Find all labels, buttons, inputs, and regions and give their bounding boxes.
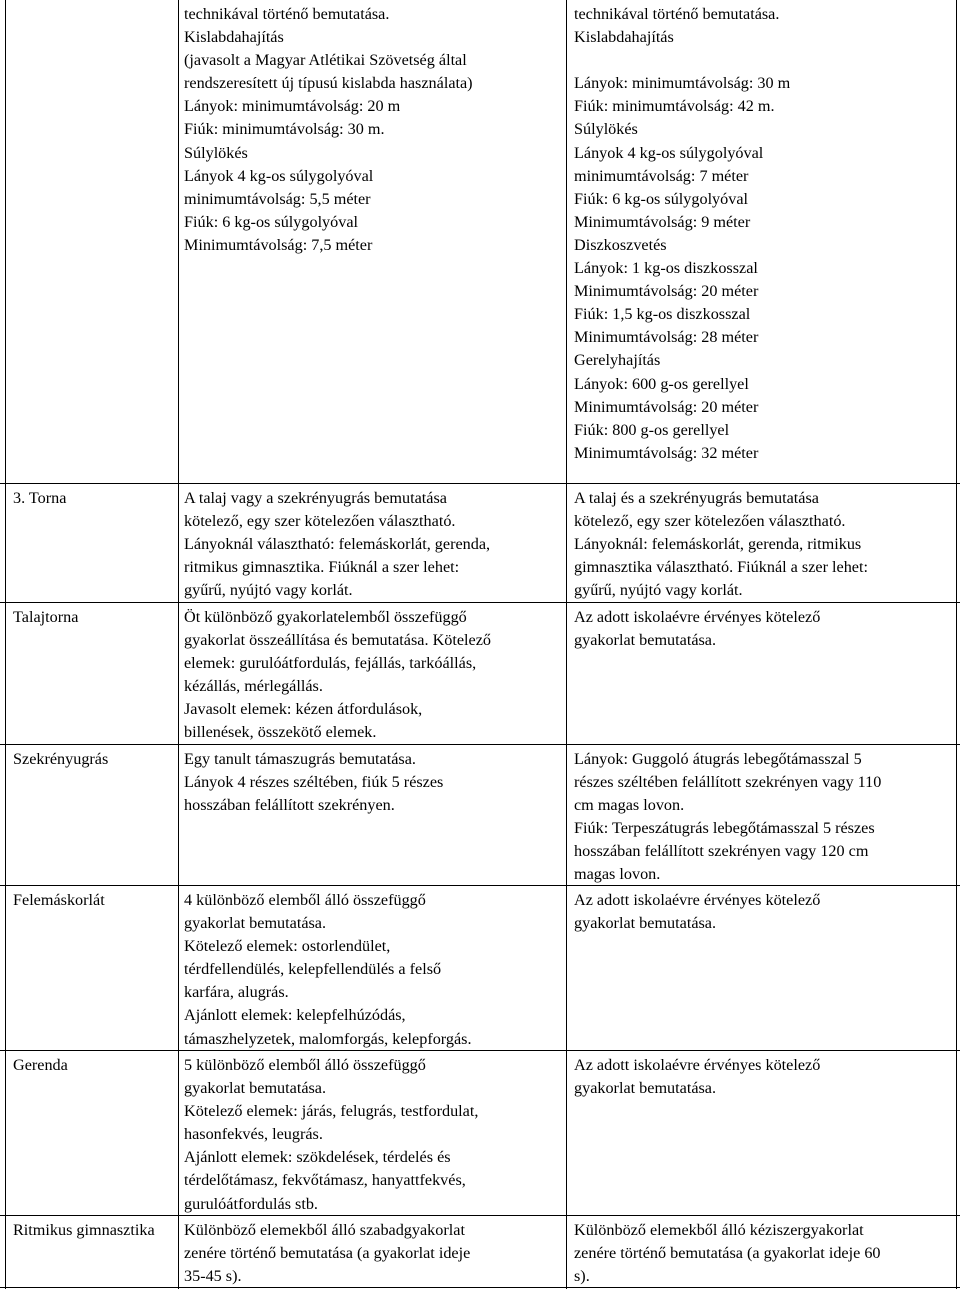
row-szekrenyugras-label <box>13 748 108 771</box>
cell-line: Lányok 4 kg-os súlygolyóval <box>574 143 764 162</box>
cell-line: Fiúk: 1,5 kg-os diszkosszal <box>574 305 751 324</box>
cell-line: 35-45 s). <box>184 1267 242 1286</box>
cell-line: hosszában felállított szekrényen. <box>184 796 395 815</box>
row-label-line: 3. Torna <box>13 489 67 507</box>
cell-line: Lányok: 600 g-os gerellyel <box>574 374 749 393</box>
column-divider-2 <box>566 0 567 1289</box>
cell-line: zenére történő bemutatása (a gyakorlat ideje <box>184 1244 471 1263</box>
row-felemaskorlat-middle <box>184 889 472 1051</box>
cell-line: Lányok: minimumtávolság: 30 m <box>574 74 791 93</box>
cell-line: Az adott iskolaévre érvényes kötelező <box>574 608 821 626</box>
cell-line: Fiúk: minimumtávolság: 42 m. <box>574 97 775 116</box>
cell-line: gyakorlat bemutatása. <box>574 914 717 933</box>
table-border-left <box>5 0 6 1289</box>
cell-line: Javasolt elemek: kézen átfordulások, <box>184 700 423 719</box>
cell-line: zenére történő bemutatása (a gyakorlat ideje 60 <box>574 1244 881 1263</box>
cell-line: gyűrű, nyújtó vagy korlát. <box>574 581 743 600</box>
cell-line: Minimumtávolság: 28 méter <box>574 328 759 347</box>
cell-line: kötelező, egy szer kötelezően választható. <box>574 512 846 531</box>
row-divider <box>0 1050 960 1051</box>
cell-line: gyakorlat összeállítása és bemutatása. Kötelező <box>184 631 491 650</box>
cell-line: térdelőtámasz, fekvőtámasz, hanyattfekvés, <box>184 1171 466 1190</box>
cell-line: Az adott iskolaévre érvényes kötelező <box>574 1056 821 1074</box>
row-felemaskorlat-label <box>13 889 105 912</box>
row-gerenda-middle <box>184 1054 478 1216</box>
cell-line: Ajánlott elemek: kelepfelhúzódás, <box>184 1006 406 1025</box>
column-divider-1 <box>178 0 179 1289</box>
cell-line: Lányok: 1 kg-os diszkosszal <box>574 259 758 278</box>
cell-line: kézállás, mérlegállás. <box>184 677 323 696</box>
cell-line: Kötelező elemek: járás, felugrás, testfordulat, <box>184 1102 479 1121</box>
cell-line: Az adott iskolaévre érvényes kötelező <box>574 891 821 909</box>
cell-line: Kötelező elemek: ostorlendület, <box>184 937 391 956</box>
cell-line: minimumtávolság: 5,5 méter <box>184 189 371 208</box>
cell-line: Diszkoszvetés <box>574 235 667 254</box>
cell-line: technikával történő bemutatása. <box>574 5 780 23</box>
cell-line: Minimumtávolság: 7,5 méter <box>184 235 373 254</box>
row-athletics-middle <box>184 3 473 257</box>
row-szekrenyugras-right <box>574 748 881 887</box>
cell-line: Ajánlott elemek: szökdelések, térdelés és <box>184 1148 451 1167</box>
cell-line: Kislabdahajítás <box>574 28 674 47</box>
cell-line: Öt különböző gyakorlatelemből összefüggő <box>184 608 467 626</box>
row-gerenda-right <box>574 1054 820 1100</box>
row-szekrenyugras-middle <box>184 748 443 817</box>
row-gerenda-label <box>13 1054 68 1077</box>
cell-line: Kislabdahajítás <box>184 28 284 47</box>
cell-line: magas lovon. <box>574 865 661 884</box>
cell-line: Fiúk: 6 kg-os súlygolyóval <box>574 189 749 208</box>
row-torna-middle <box>184 487 490 602</box>
row-label-line: Felemáskorlát <box>13 891 105 909</box>
cell-line: térdfellendülés, kelepfellendülés a felső <box>184 960 442 979</box>
cell-line: gurulóátfordulás stb. <box>184 1194 318 1213</box>
cell-line: hosszában felállított szekrényen vagy 120 cm <box>574 842 869 861</box>
cell-line: gyakorlat bemutatása. <box>184 914 327 933</box>
cell-line: Lányok 4 részes széltében, fiúk 5 részes <box>184 773 444 792</box>
cell-line: Súlylökés <box>574 120 638 139</box>
cell-line: Fiúk: 6 kg-os súlygolyóval <box>184 212 359 231</box>
cell-line: Lányoknál választható: felemáskorlát, gerenda, <box>184 535 491 554</box>
cell-line <box>574 49 790 72</box>
cell-line: (javasolt a Magyar Atlétikai Szövetség által <box>184 51 467 70</box>
row-label-line: Gerenda <box>13 1056 68 1074</box>
cell-line: Lányok: minimumtávolság: 20 m <box>184 97 401 116</box>
row-label-line: Szekrényugrás <box>13 750 109 768</box>
cell-line: hasonfekvés, leugrás. <box>184 1125 323 1144</box>
cell-line: technikával történő bemutatása. <box>184 5 390 23</box>
cell-line: gyűrű, nyújtó vagy korlát. <box>184 581 353 600</box>
cell-line: Gerelyhajítás <box>574 351 661 370</box>
cell-line: A talaj és a szekrényugrás bemutatása <box>574 489 819 507</box>
row-label-line: gimnasztika <box>76 1221 155 1239</box>
row-label-line: Ritmikus <box>13 1221 73 1239</box>
cell-line: Minimumtávolság: 32 méter <box>574 443 759 462</box>
row-divider <box>0 483 960 484</box>
row-torna-label <box>13 487 66 510</box>
cell-line: Különböző elemekből álló szabadgyakorlat <box>184 1221 465 1239</box>
cell-line: elemek: gurulóátfordulás, fejállás, tarkóállás, <box>184 654 477 673</box>
cell-line: karfára, alugrás. <box>184 983 289 1002</box>
row-talajtorna-right <box>574 606 820 652</box>
row-talajtorna-label <box>13 606 78 629</box>
cell-line: Egy tanult támaszugrás bemutatása. <box>184 750 416 768</box>
cell-line: 5 különböző elemből álló összefüggő <box>184 1056 426 1074</box>
cell-line: Súlylökés <box>184 143 248 162</box>
cell-line: ritmikus gimnasztika. Fiúknál a szer lehet: <box>184 558 460 577</box>
cell-line: gimnasztika választható. Fiúknál a szer lehet: <box>574 558 868 577</box>
cell-line: támaszhelyzetek, malomforgás, kelepforgás. <box>184 1029 472 1048</box>
cell-line: Fiúk: 800 g-os gerellyel <box>574 420 730 439</box>
cell-line: billenések, összekötő elemek. <box>184 723 377 742</box>
row-felemaskorlat-right <box>574 889 820 935</box>
cell-line: Minimumtávolság: 20 méter <box>574 397 759 416</box>
cell-line: Lányok: Guggoló átugrás lebegőtámasszal 5 <box>574 750 862 768</box>
cell-line: A talaj vagy a szekrényugrás bemutatása <box>184 489 447 507</box>
cell-line: Minimumtávolság: 20 méter <box>574 282 759 301</box>
cell-line: Fiúk: minimumtávolság: 30 m. <box>184 120 385 139</box>
cell-line: gyakorlat bemutatása. <box>574 1079 717 1098</box>
cell-line: gyakorlat bemutatása. <box>574 631 717 650</box>
row-ritmikus-right <box>574 1219 881 1288</box>
row-ritmikus-label <box>13 1219 155 1242</box>
cell-line: Lányoknál: felemáskorlát, gerenda, ritmikus <box>574 535 862 554</box>
cell-line: kötelező, egy szer kötelezően választható. <box>184 512 456 531</box>
row-divider <box>0 1215 960 1216</box>
row-torna-right <box>574 487 868 602</box>
cell-line: Fiúk: Terpeszátugrás lebegőtámasszal 5 részes <box>574 819 875 838</box>
table-border-right <box>956 0 957 1289</box>
row-ritmikus-middle <box>184 1219 470 1288</box>
row-talajtorna-middle <box>184 606 491 745</box>
cell-line: minimumtávolság: 7 méter <box>574 166 749 185</box>
row-athletics-right <box>574 3 790 465</box>
row-label-line: Talajtorna <box>13 608 79 626</box>
cell-line: 4 különböző elemből álló összefüggő <box>184 891 426 909</box>
cell-line: cm magas lovon. <box>574 796 685 815</box>
cell-line: Minimumtávolság: 9 méter <box>574 212 751 231</box>
cell-line: s). <box>574 1267 590 1286</box>
cell-line: Lányok 4 kg-os súlygolyóval <box>184 166 374 185</box>
cell-line: részes széltében felállított szekrényen vagy 110 <box>574 773 882 792</box>
cell-line: gyakorlat bemutatása. <box>184 1079 327 1098</box>
cell-line: rendszeresített új típusú kislabda használata) <box>184 74 473 93</box>
cell-line: Különböző elemekből álló kéziszergyakorlat <box>574 1221 864 1239</box>
